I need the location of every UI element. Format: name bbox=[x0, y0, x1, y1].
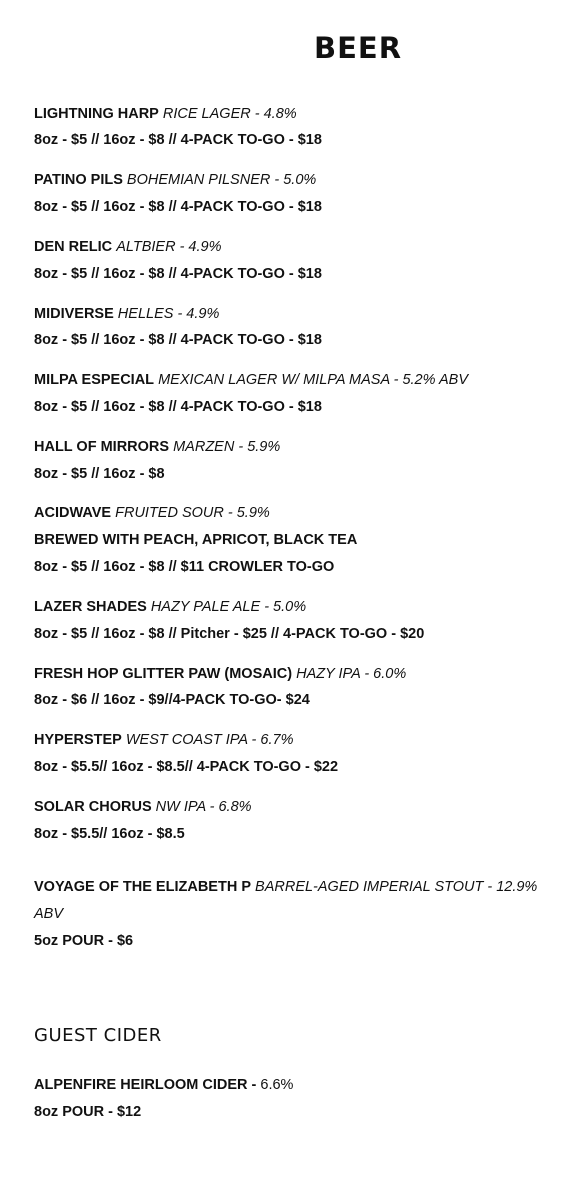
beer-style: HAZY PALE ALE - 5.0% bbox=[150, 599, 307, 615]
beer-name: DEN RELIC bbox=[34, 239, 113, 255]
beer-name: MILPA ESPECIAL bbox=[34, 372, 155, 388]
beer-name-line bbox=[34, 877, 537, 897]
beer-price: 8oz - $6 // 16oz - $9//4-PACK TO-GO- $24 bbox=[34, 692, 310, 708]
beer-name: ACIDWAVE bbox=[34, 505, 112, 521]
beer-name: LAZER SHADES bbox=[34, 599, 147, 615]
beer-name: PATINO PILS bbox=[34, 172, 123, 188]
beer-style: BOHEMIAN PILSNER - 5.0% bbox=[126, 172, 317, 188]
beer-name: HALL OF MIRRORS bbox=[34, 439, 170, 455]
beer-name-line bbox=[34, 370, 468, 390]
beer-style: RICE LAGER - 4.8% bbox=[162, 106, 297, 122]
beer-style: FRUITED SOUR - 5.9% bbox=[115, 505, 270, 521]
cider-price: 8oz POUR - $12 bbox=[34, 1104, 142, 1120]
section-title-guest-cider: GUEST CIDER bbox=[34, 1025, 162, 1046]
beer-name-line bbox=[34, 104, 297, 124]
cider-name: ALPENFIRE HEIRLOOM CIDER - bbox=[34, 1077, 257, 1093]
beer-price: 8oz - $5 // 16oz - $8 // Pitcher - $25 // 4-PACK TO-GO - $20 bbox=[34, 626, 425, 642]
beer-style: ALTBIER - 4.9% bbox=[116, 239, 222, 255]
beer-price: 8oz - $5.5// 16oz - $8.5// 4-PACK TO-GO - $22 bbox=[34, 759, 339, 775]
beer-name: LIGHTNING HARP bbox=[34, 106, 159, 122]
beer-price: 8oz - $5 // 16oz - $8 // 4-PACK TO-GO - $18 bbox=[34, 199, 322, 215]
beer-name: MIDIVERSE bbox=[34, 306, 114, 322]
beer-price: 8oz - $5.5// 16oz - $8.5 bbox=[34, 826, 185, 842]
beer-name: FRESH HOP GLITTER PAW (MOSAIC) bbox=[34, 666, 293, 682]
beer-price: 8oz - $5 // 16oz - $8 // 4-PACK TO-GO - $18 bbox=[34, 332, 322, 348]
beer-name-line bbox=[34, 730, 293, 750]
beer-style: MEXICAN LAGER W/ MILPA MASA - 5.2% ABV bbox=[158, 372, 469, 388]
beer-name-line bbox=[34, 437, 280, 457]
beer-price: 5oz POUR - $6 bbox=[34, 933, 134, 949]
beer-price: 8oz - $5 // 16oz - $8 bbox=[34, 466, 165, 482]
beer-name-line bbox=[34, 664, 406, 684]
beer-style: WEST COAST IPA - 6.7% bbox=[125, 732, 294, 748]
beer-price: 8oz - $5 // 16oz - $8 // 4-PACK TO-GO - $18 bbox=[34, 399, 322, 415]
beer-style: HAZY IPA - 6.0% bbox=[296, 666, 407, 682]
beer-style-continued: ABV bbox=[34, 906, 64, 922]
beer-name-line bbox=[34, 797, 252, 817]
beer-style: BARREL-AGED IMPERIAL STOUT - 12.9% bbox=[255, 879, 538, 895]
beer-name-line bbox=[34, 597, 306, 617]
beer-style: HELLES - 4.9% bbox=[117, 306, 220, 322]
cider-name-line bbox=[34, 1075, 293, 1095]
page-title: BEER bbox=[314, 31, 403, 65]
beer-price: 8oz - $5 // 16oz - $8 // 4-PACK TO-GO - $18 bbox=[34, 132, 322, 148]
beer-name-line bbox=[34, 237, 221, 257]
cider-abv: 6.6% bbox=[260, 1077, 294, 1093]
beer-name: SOLAR CHORUS bbox=[34, 799, 152, 815]
beer-name-line bbox=[34, 170, 316, 190]
beer-name-line bbox=[34, 304, 219, 324]
beer-style: MARZEN - 5.9% bbox=[173, 439, 281, 455]
beer-style: NW IPA - 6.8% bbox=[155, 799, 252, 815]
beer-description: BREWED WITH PEACH, APRICOT, BLACK TEA bbox=[34, 532, 358, 548]
beer-name: VOYAGE OF THE ELIZABETH P bbox=[34, 879, 251, 895]
beer-price: 8oz - $5 // 16oz - $8 // $11 CROWLER TO-GO bbox=[34, 559, 335, 575]
beer-name-line bbox=[34, 503, 270, 523]
beer-price: 8oz - $5 // 16oz - $8 // 4-PACK TO-GO - $18 bbox=[34, 266, 322, 282]
beer-name: HYPERSTEP bbox=[34, 732, 122, 748]
